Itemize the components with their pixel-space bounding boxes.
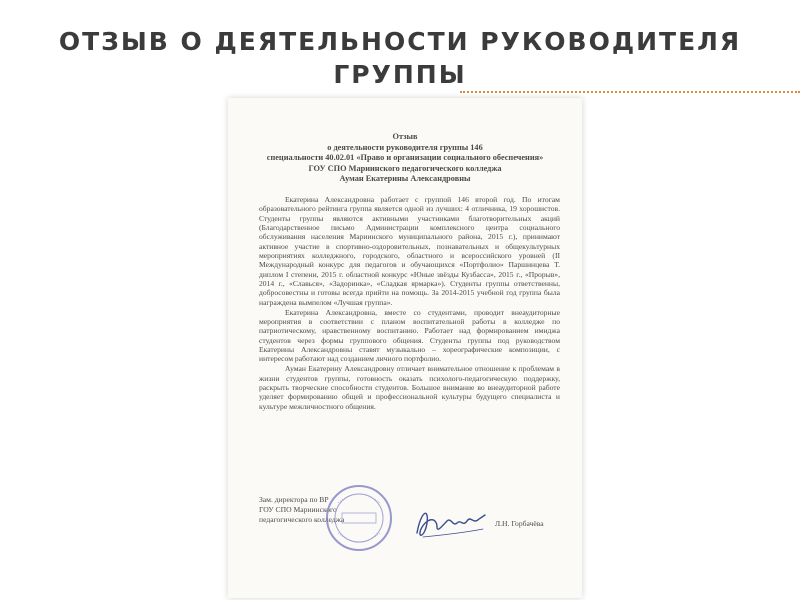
document-body <box>259 195 560 411</box>
heading-line-2: о деятельности руководителя группы 146 <box>327 142 483 152</box>
signatory-name: Л.Н. Горбачёва <box>495 519 544 528</box>
heading-line-1: Отзыв <box>392 132 418 141</box>
scanned-document <box>228 98 582 598</box>
slide-title-line-2: ГРУППЫ <box>333 60 467 89</box>
body-paragraph-3: Ауман Екатерину Александровну отличает внимательное отношение к проблемам в жизни студентов группы, готовность оказать психолого-педагогическую поддержку, раскрыть творческие способности студентов. Большое внимание во внеаудиторной работе уделяет формированию общей и профессиональной культуры будущего специалиста и культуре межличностного общения. <box>259 364 560 411</box>
heading-line-3: специальности 40.02.01 «Право и организации социального обеспечения» <box>266 153 544 162</box>
heading-line-4: ГОУ СПО Мариинского педагогического колледжа <box>308 163 502 173</box>
body-paragraph-1: Екатерина Александровна работает с группой 146 второй год. По итогам образовательного рейтинга группа является одной из лучших: 4 отличника, 19 хорошистов. Студенты группы являются активными участниками благотворительных акций (Благодарственное письмо Администрации комплексного центра социального обслуживания населения Мариинского муниципального района, 2015 г.), принимают активное участие в спортивно-оздоровительных, познавательных и общекультурных мероприятиях колледжного, городского, областного и всероссийского уровней (II Международный конкурс для педагогов и обучающихся «Портфолио» Паршинцева Т. диплом I степени, 2015 г. областной конкурс «Юные звёзды Кузбасса», 2015 г., «Прорыв», 2014 г., «Славься», «Задоринка», «Сладкая ярмарка»). Студенты группы ответственны, добросовестны и готовы всегда прийти на помощь. За 2014-2015 учебной год группа была награждена вымпелом «Лучшая группа». <box>259 195 560 307</box>
heading-line-5: Ауман Екатерины Александровны <box>339 174 471 183</box>
document-heading <box>228 132 582 185</box>
official-stamp-icon <box>324 483 394 553</box>
slide-title <box>30 25 770 91</box>
signature-line-1: Зам. директора по ВР <box>259 495 329 504</box>
slide-title-line-1: ОТЗЫВ О ДЕЯТЕЛЬНОСТИ РУКОВОДИТЕЛЯ <box>58 27 742 56</box>
title-divider <box>460 91 800 93</box>
signature-line-2: ГОУ СПО Мариинского <box>259 504 337 514</box>
body-paragraph-2: Екатерина Александровна, вместе со студентами, проводит внеаудиторные мероприятия в соответствии с планом воспитательной работы в колледже по патриотическому, нравственному воспитанию. Работает над формированием имиджа студентов через формы группового общения. Студенты группы под руководством Екатерины Александровны ставят музыкально – хореографические композиции, с интересом работают над созданием личного портфолио. <box>259 307 560 364</box>
handwritten-signature-icon <box>413 503 488 543</box>
signature-line-3: педагогического колледжа <box>259 514 345 524</box>
